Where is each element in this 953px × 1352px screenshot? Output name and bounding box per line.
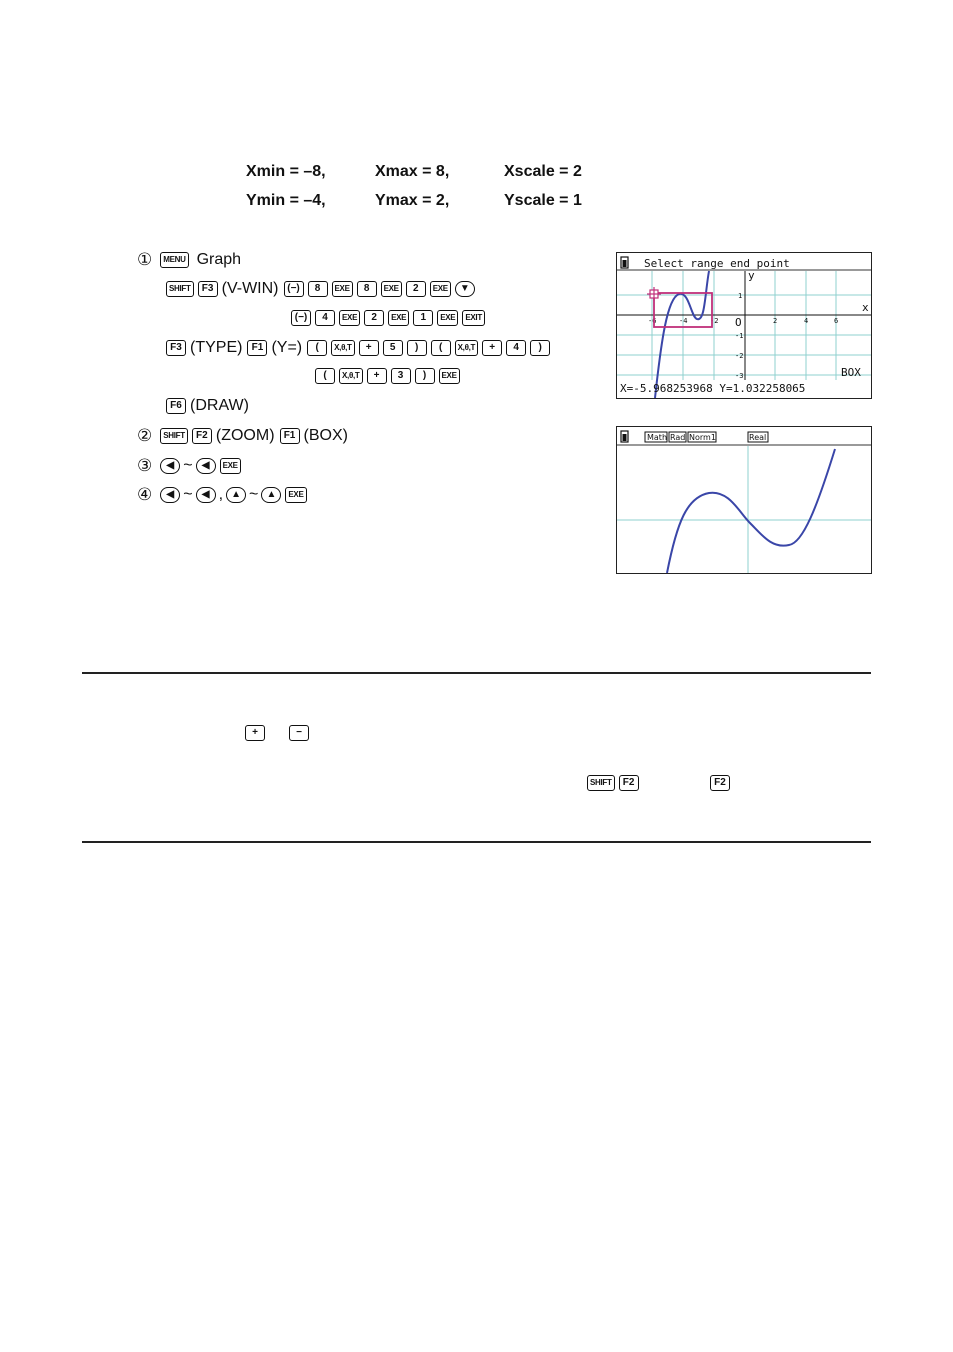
plus-key: + <box>245 725 265 741</box>
box-label: (BOX) <box>303 427 348 444</box>
step-1-function-row-2 <box>315 368 464 384</box>
norm-badge-label: Norm1 <box>689 433 716 442</box>
x-axis-label: x <box>862 301 869 314</box>
step-1-vwin-row <box>166 280 479 298</box>
exe-key: EXE <box>332 281 353 297</box>
digit-key: 2 <box>364 310 384 326</box>
battery-level <box>623 260 627 267</box>
range-tilde: ~ <box>249 486 259 503</box>
shift-key: SHIFT <box>166 281 194 297</box>
origin-label: O <box>735 316 742 329</box>
left-arrow-key: ◀ <box>196 487 216 503</box>
digit-key: 3 <box>391 368 411 384</box>
f3-key: F3 <box>166 340 186 356</box>
range-tilde: ~ <box>183 457 193 474</box>
step-1-y-row <box>291 310 489 326</box>
digit-key: 4 <box>315 310 335 326</box>
step-number: ② <box>137 426 153 445</box>
step-2 <box>137 426 353 446</box>
note-zoom-keys <box>245 725 313 741</box>
x-tick-label: 4 <box>804 317 809 325</box>
variable-key: X,θ,T <box>339 368 363 384</box>
plus-key: + <box>482 340 502 356</box>
step-number: ④ <box>137 485 153 504</box>
f1-key: F1 <box>247 340 267 356</box>
digit-key: 4 <box>506 340 526 356</box>
note-shift-f2 <box>587 775 643 791</box>
open-paren-key: ( <box>307 340 327 356</box>
f2-key: F2 <box>619 775 639 791</box>
note-rule-top <box>82 672 871 674</box>
range-tilde: ~ <box>183 486 193 503</box>
math-badge-label: Math <box>647 433 668 442</box>
up-arrow-key: ▲ <box>261 487 281 503</box>
down-arrow-key: ▼ <box>455 281 475 297</box>
open-paren-key: ( <box>315 368 335 384</box>
type-label: (TYPE) <box>190 339 243 356</box>
exe-key: EXE <box>220 458 241 474</box>
f2-key: F2 <box>192 428 212 444</box>
box-mode-label: BOX <box>841 366 861 379</box>
step-number: ① <box>137 250 153 269</box>
x-tick-label: -6 <box>648 317 657 325</box>
up-arrow-key: ▲ <box>226 487 246 503</box>
note-rule-bottom <box>82 841 871 843</box>
x-tick-label: 2 <box>773 317 778 325</box>
real-badge-label: Real <box>749 433 767 442</box>
open-paren-key: ( <box>431 340 451 356</box>
x-tick-label: -2 <box>710 317 719 325</box>
screen1-graph <box>617 253 871 398</box>
left-arrow-key: ◀ <box>160 487 180 503</box>
close-paren-key: ) <box>415 368 435 384</box>
ymin-setting: Ymin = –4, <box>246 192 326 209</box>
variable-key: X,θ,T <box>331 340 355 356</box>
y-axis-label: y <box>748 269 755 282</box>
crosshair-cursor-icon <box>647 287 661 301</box>
step-1-function-row <box>166 339 554 357</box>
y-tick-label: -3 <box>735 372 744 380</box>
function-curve <box>667 449 835 573</box>
x-tick-label: -4 <box>679 317 688 325</box>
battery-level <box>623 434 627 441</box>
digit-key: 2 <box>406 281 426 297</box>
exe-key: EXE <box>339 310 360 326</box>
vwin-label: (V-WIN) <box>221 280 279 297</box>
exe-key: EXE <box>439 368 460 384</box>
xmax-setting: Xmax = 8, <box>375 163 450 180</box>
exit-key: EXIT <box>462 310 485 326</box>
plus-key: + <box>359 340 379 356</box>
close-paren-key: ) <box>530 340 550 356</box>
digit-key: 8 <box>308 281 328 297</box>
calculator-screen-zoomed <box>616 426 872 574</box>
variable-key: X,θ,T <box>455 340 479 356</box>
negative-key: (−) <box>291 310 311 326</box>
f3-key: F3 <box>198 281 218 297</box>
grid-lines <box>617 271 871 380</box>
shift-key: SHIFT <box>587 775 615 791</box>
x-tick-label: 6 <box>834 317 839 325</box>
menu-key: MENU <box>160 252 188 268</box>
digit-key: 1 <box>413 310 433 326</box>
step-number: ③ <box>137 456 153 475</box>
step-3 <box>137 456 245 476</box>
exe-key: EXE <box>381 281 402 297</box>
screen-title: Select range end point <box>644 257 790 270</box>
f6-key: F6 <box>166 398 186 414</box>
shift-key: SHIFT <box>160 428 188 444</box>
draw-label: (DRAW) <box>190 397 249 414</box>
xmin-setting: Xmin = –8, <box>246 163 326 180</box>
y-tick-label: -1 <box>735 332 744 340</box>
calculator-screen-box-select <box>616 252 872 399</box>
ymax-setting: Ymax = 2, <box>375 192 450 209</box>
yscale-setting: Yscale = 1 <box>504 192 582 209</box>
exe-key: EXE <box>285 487 306 503</box>
y-tick-label: -2 <box>735 352 744 360</box>
rad-badge-label: Rad <box>670 433 686 442</box>
y-tick-label: 1 <box>738 292 743 300</box>
y-equals-label: (Y=) <box>271 339 303 356</box>
step-label: Graph <box>196 251 242 268</box>
zoom-label: (ZOOM) <box>215 427 275 444</box>
left-arrow-key: ◀ <box>160 458 180 474</box>
step-1 <box>137 250 246 270</box>
close-paren-key: ) <box>407 340 427 356</box>
left-arrow-key: ◀ <box>196 458 216 474</box>
f1-key: F1 <box>280 428 300 444</box>
minus-key: − <box>289 725 309 741</box>
exe-key: EXE <box>437 310 458 326</box>
digit-key: 8 <box>357 281 377 297</box>
xscale-setting: Xscale = 2 <box>504 163 582 180</box>
separator-comma: , <box>218 486 224 503</box>
step-4 <box>137 485 311 505</box>
f2-key: F2 <box>710 775 730 791</box>
exe-key: EXE <box>430 281 451 297</box>
digit-key: 5 <box>383 340 403 356</box>
exe-key: EXE <box>388 310 409 326</box>
cursor-coordinates: X=-5.968253968 Y=1.032258065 <box>620 382 806 395</box>
negative-key: (−) <box>284 281 304 297</box>
step-1-draw-row <box>166 397 254 415</box>
screen2-graph <box>617 427 871 573</box>
note-f2 <box>710 775 734 791</box>
plus-key: + <box>367 368 387 384</box>
tick-labels <box>648 292 838 380</box>
